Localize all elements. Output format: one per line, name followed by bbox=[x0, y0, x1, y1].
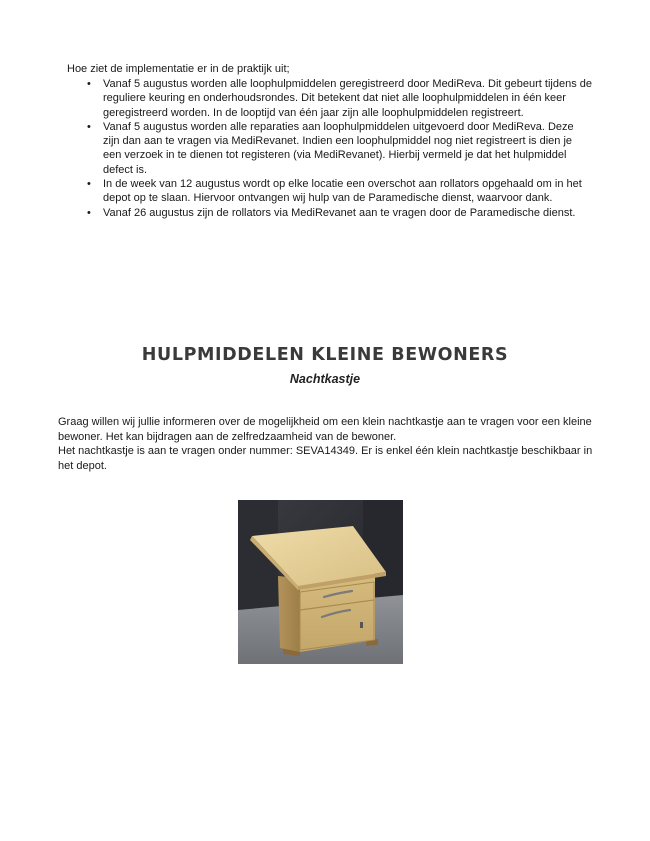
bullet-icon: • bbox=[87, 206, 91, 219]
bullet-icon: • bbox=[87, 78, 91, 90]
list-item-text: Vanaf 26 augustus zijn de rollators via MediRevanet aan te vragen door de Paramedische dienst. bbox=[103, 206, 576, 219]
nightstand-photo bbox=[238, 500, 403, 664]
list-item bbox=[87, 177, 592, 206]
bullet-icon: • bbox=[87, 178, 91, 191]
list-item-text: Vanaf 5 augustus worden alle loophulpmiddelen geregistreerd door MediReva. Dit gebeurt tijdens de reguliere keuring en onderhoudsrondes. Dit betekent dat niet alle loophulpmiddelen in één keer geregistreerd worden. In de looptijd van één jaar zijn alle loophulpmiddelen registreert. bbox=[103, 78, 592, 119]
body-paragraph: Graag willen wij jullie informeren over de mogelijkheid om een klein nachtkastje aan te vragen voor een kleine bewoner. Het kan bijdragen aan de zelfredzaamheid van de bewoner. bbox=[58, 416, 592, 443]
list-item bbox=[87, 206, 592, 220]
intro-text: Hoe ziet de implementatie er in de praktijk uit; bbox=[67, 63, 290, 75]
section-title: HULPMIDDELEN KLEINE BEWONERS bbox=[141, 345, 509, 365]
list-item-text: Vanaf 5 augustus worden alle reparaties aan loophulpmiddelen uitgevoerd door MediReva. Deze zijn dan aan te vragen via MediRevanet. Indien een loophulpmiddel nog niet registreert is dien je een verzoek in te dienen tot registeren (via MediRevanet). Hierbij vermeld je dat het hulpmiddel defect is. bbox=[103, 120, 574, 176]
list-item bbox=[87, 120, 592, 177]
list-item-text: In de week van 12 augustus wordt op elke locatie een overschot aan rollators opgehaald om in het depot op te slaan. Hiervoor ontvangen wij hulp van de Paramedische dienst, waarvoor dank. bbox=[103, 178, 582, 205]
implementation-list bbox=[87, 77, 592, 220]
list-item bbox=[87, 77, 592, 120]
section-subtitle: Nachtkastje bbox=[289, 372, 361, 386]
section-body bbox=[58, 415, 598, 473]
body-paragraph: Het nachtkastje is aan te vragen onder nummer: SEVA14349. Er is enkel één klein nachtkastje beschikbaar in het depot. bbox=[58, 445, 593, 472]
bullet-icon: • bbox=[87, 120, 91, 133]
